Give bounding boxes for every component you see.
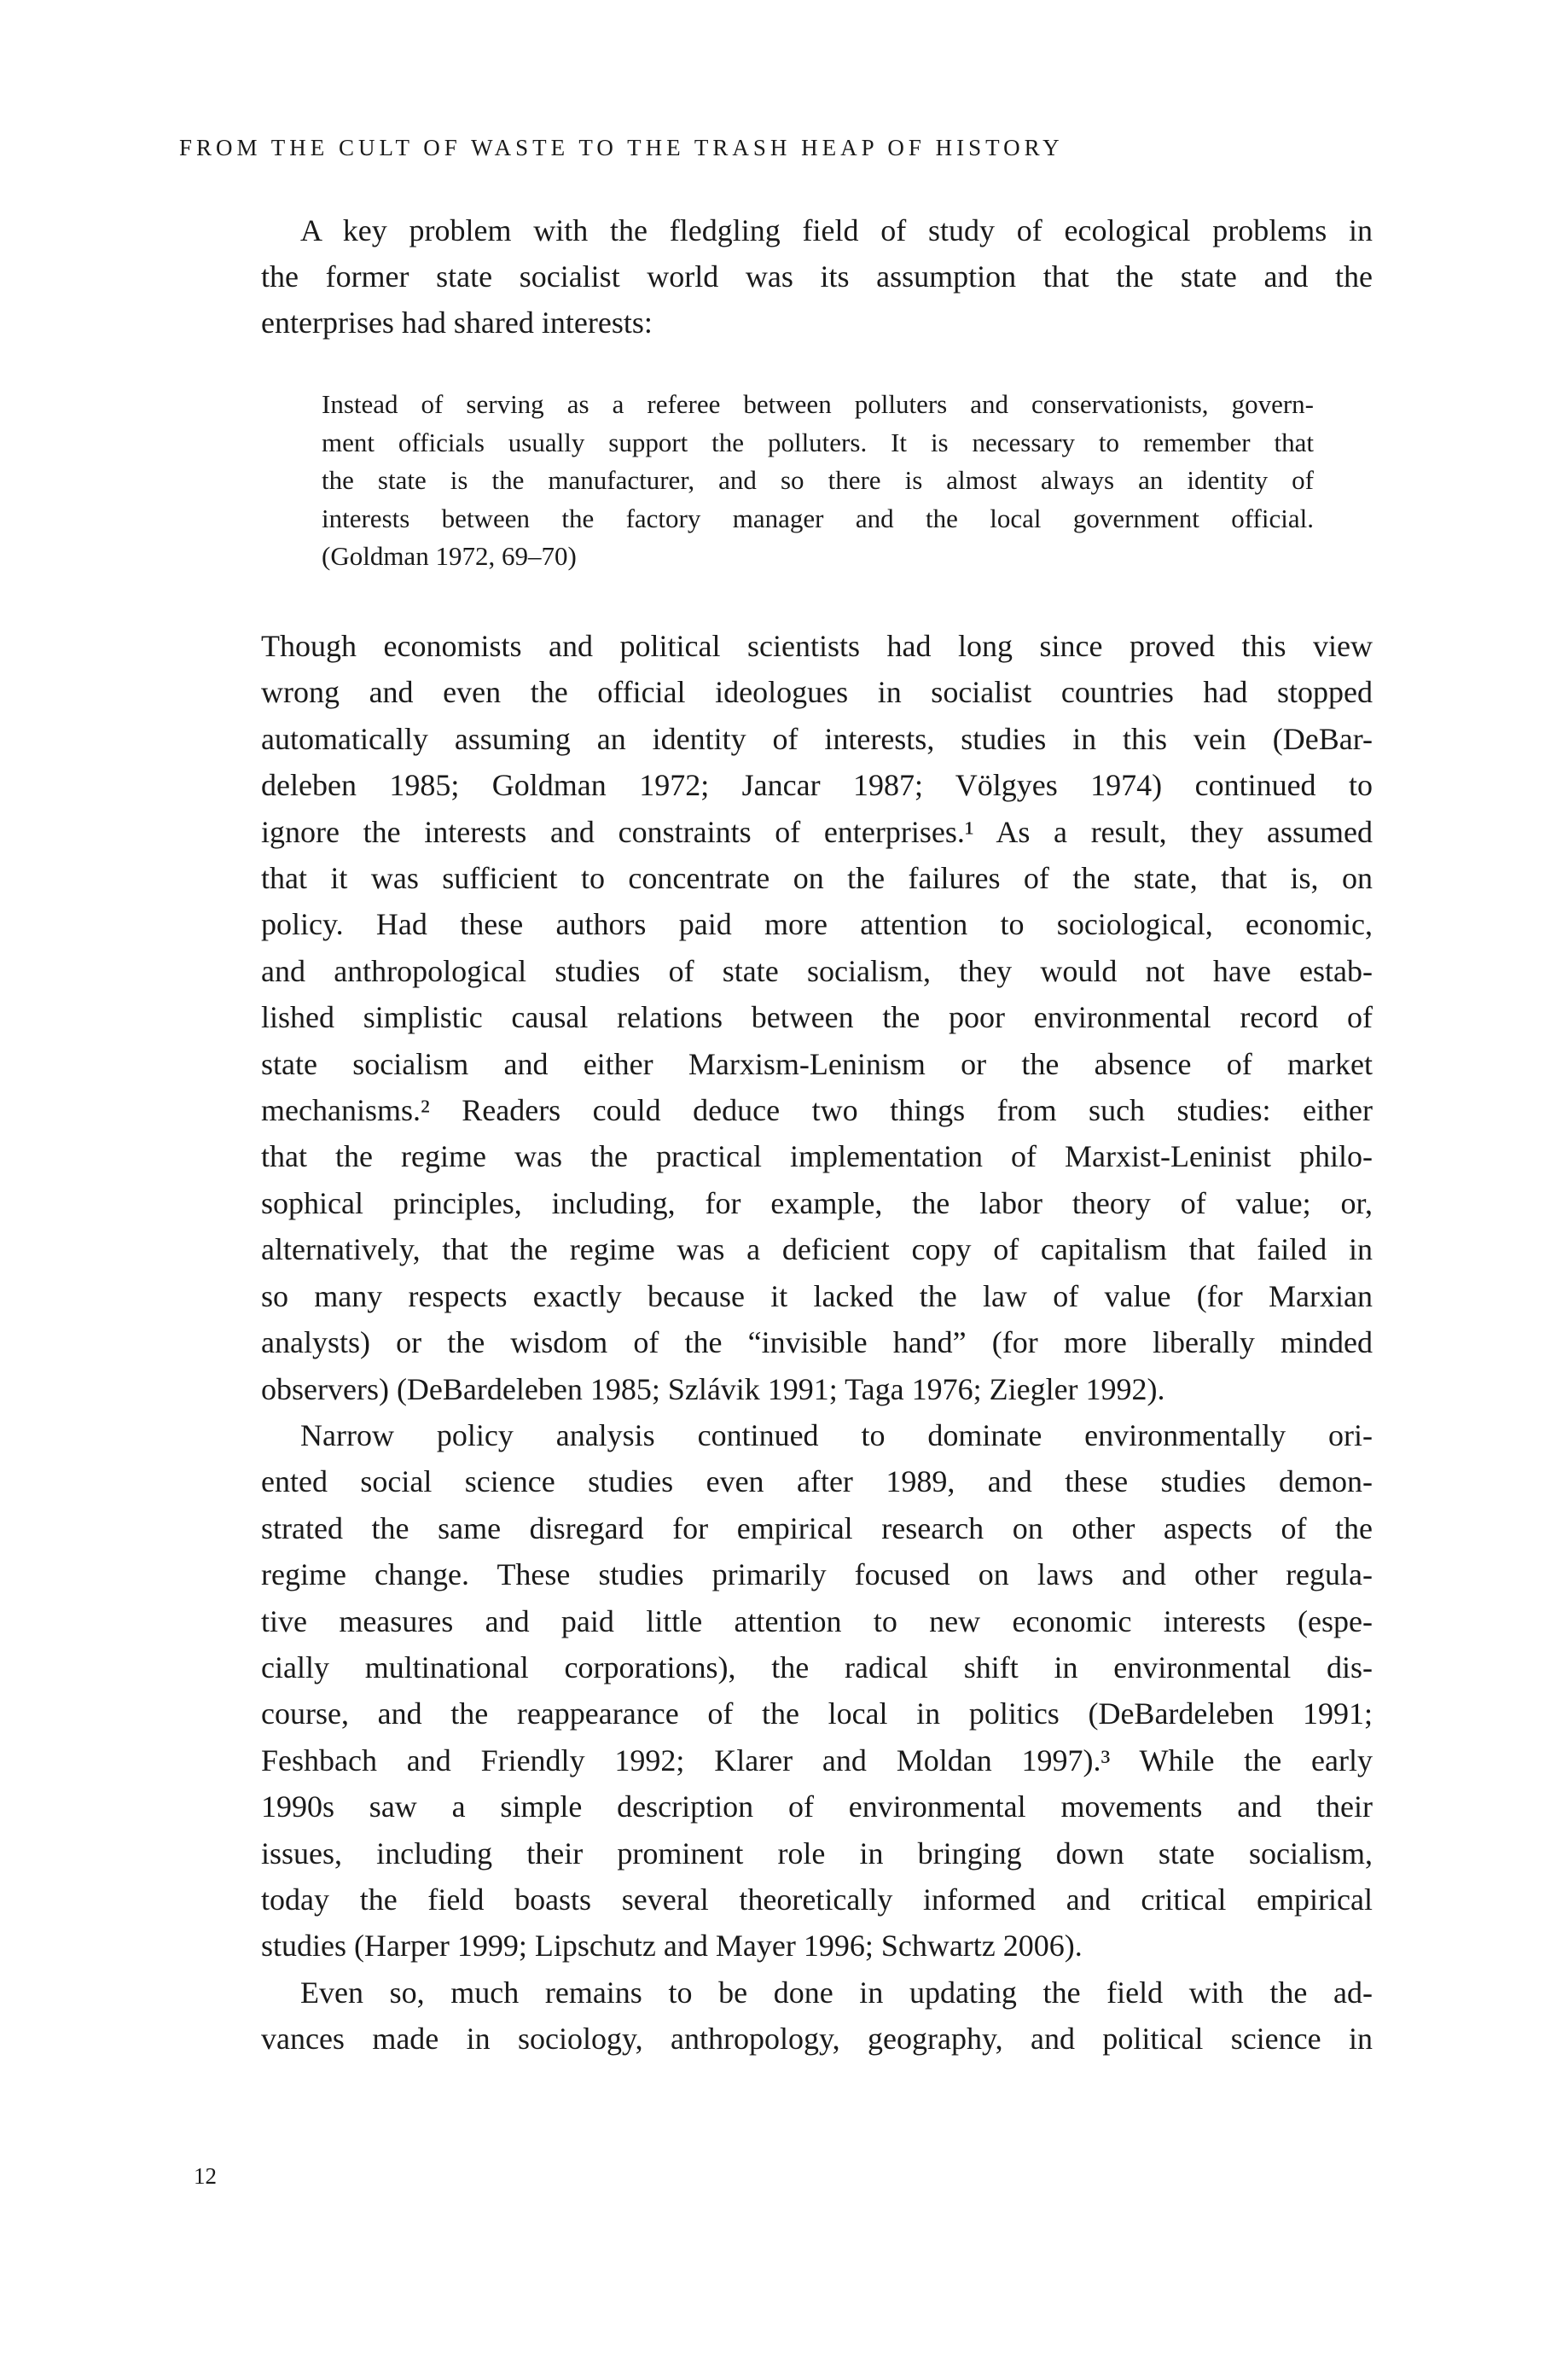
text-line: the former state socialist world was its assumption that the state and the (261, 259, 1373, 294)
text-line: policy. Had these authors paid more attention to sociological, economic, (261, 907, 1373, 942)
quote-line: the state is the manufacturer, and so there is almost always an identity of (322, 465, 1314, 495)
body-text (261, 623, 1373, 2063)
quote-line: Instead of serving as a referee between polluters and conservationists, govern- (322, 389, 1314, 419)
text-line: lished simplistic causal relations between the poor environmental record of (261, 1000, 1373, 1035)
text-line: automatically assuming an identity of interests, studies in this vein (DeBar- (261, 721, 1373, 756)
text-line: observers) (DeBardeleben 1985; Szlávik 1991; Taga 1976; Ziegler 1992). (261, 1371, 1165, 1406)
text-line: tive measures and paid little attention to new economic interests (espe- (261, 1603, 1373, 1638)
text-line: Feshbach and Friendly 1992; Klarer and Moldan 1997).³ While the early (261, 1743, 1373, 1777)
text-line: state socialism and either Marxism-Leninism or the absence of market (261, 1046, 1373, 1081)
text-line: analysts) or the wisdom of the “invisible hand” (for more liberally minded (261, 1325, 1373, 1360)
text-line: strated the same disregard for empirical research on other aspects of the (261, 1510, 1373, 1545)
page-number: 12 (194, 2163, 217, 2189)
text-line: Though economists and political scientists had long since proved this view (261, 629, 1373, 663)
text-line: so many respects exactly because it lacked the law of value (for Marxian (261, 1278, 1373, 1313)
text-line: deleben 1985; Goldman 1972; Jancar 1987; Völgyes 1974) continued to (261, 768, 1373, 803)
intro-paragraph (261, 207, 1373, 346)
text-line: that the regime was the practical implementation of Marxist-Leninist philo- (261, 1139, 1373, 1174)
text-line: wrong and even the official ideologues in socialist countries had stopped (261, 675, 1373, 710)
quote-line: interests between the factory manager and the local government official. (322, 503, 1314, 533)
running-header: FROM THE CULT OF WASTE TO THE TRASH HEAP OF HISTORY (179, 135, 1064, 160)
text-line: mechanisms.² Readers could deduce two things from such studies: either (261, 1093, 1373, 1128)
text-line: A key problem with the fledgling field of study of ecological problems in (300, 213, 1373, 247)
quote-citation: (Goldman 1972, 69–70) (322, 541, 577, 571)
quote-line: ment officials usually support the polluters. It is necessary to remember that (322, 427, 1314, 457)
text-line: that it was sufficient to concentrate on the failures of the state, that is, on (261, 861, 1373, 896)
text-line: ignore the interests and constraints of enterprises.¹ As a result, they assumed (261, 814, 1373, 849)
text-line: sophical principles, including, for example, the labor theory of value; or, (261, 1185, 1373, 1220)
block-quote (322, 386, 1314, 576)
text-line: today the field boasts several theoretically informed and critical empirical (261, 1882, 1373, 1917)
text-line: Narrow policy analysis continued to dominate environmentally ori- (300, 1417, 1373, 1452)
text-line: and anthropological studies of state socialism, they would not have estab- (261, 953, 1373, 988)
text-line: vances made in sociology, anthropology, geography, and political science in (261, 2022, 1373, 2057)
text-line: ented social science studies even after 1989, and these studies demon- (261, 1464, 1373, 1499)
text-line: cially multinational corporations), the radical shift in environmental dis- (261, 1649, 1373, 1684)
text-line: enterprises had shared interests: (261, 305, 653, 340)
text-line: alternatively, that the regime was a deficient copy of capitalism that failed in (261, 1232, 1373, 1267)
text-line: 1990s saw a simple description of environmental movements and their (261, 1789, 1373, 1824)
text-line: regime change. These studies primarily focused on laws and other regula- (261, 1557, 1373, 1592)
text-line: Even so, much remains to be done in updating the field with the ad- (300, 1975, 1373, 2010)
text-line: course, and the reappearance of the local in politics (DeBardeleben 1991; (261, 1696, 1373, 1731)
text-line: issues, including their prominent role in bringing down state socialism, (261, 1836, 1373, 1871)
text-line: studies (Harper 1999; Lipschutz and Mayer 1996; Schwartz 2006). (261, 1929, 1083, 1964)
